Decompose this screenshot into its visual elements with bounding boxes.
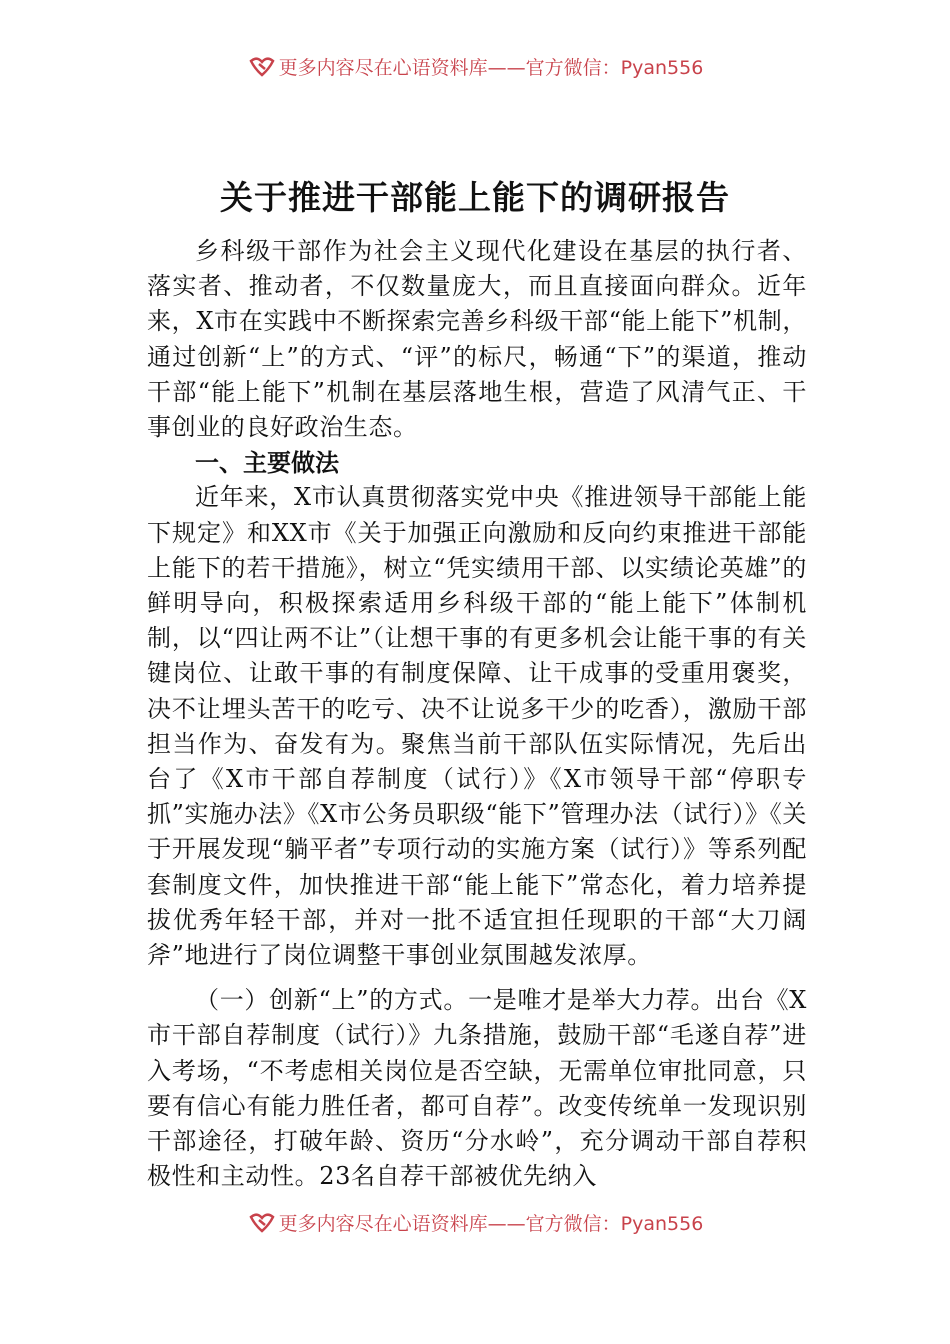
intro-paragraph: 乡科级干部作为社会主义现代化建设在基层的执行者、落实者、推动者，不仅数量庞大，而且直接面向群众。近年来，X市在实践中不断探索完善乡科级干部“能上能下”机制，通过创新“上”的方式、“评”的标尺，畅通“下”的渠道，推动干部“能上能下”机制在基层落地生根，营造了风清气正、干事创业的良好政治生态。 bbox=[147, 237, 807, 442]
subsection-paragraph: （一）创新“上”的方式。一是唯才是举大力荐。出台《X市干部自荐制度（试行）》九条措施，鼓励干部“毛遂自荐”进入考场，“不考虑相关岗位是否空缺，无需单位审批同意，只要有信心有能力胜任者，都可自荐”。改变传统单一发现识别干部途径，打破年龄、资历“分水岭”，充分调动干部自荐积极性和主动性。23名自荐干部被优先纳入 bbox=[147, 986, 807, 1191]
section-heading: 一、主要做法 bbox=[195, 448, 339, 478]
watermark-header bbox=[0, 51, 950, 81]
document-title: 关于推进干部能上能下的调研报告 bbox=[220, 178, 730, 217]
document-body bbox=[147, 234, 807, 1194]
watermark-text: 更多内容尽在心语资料库——官方微信：Pyan556 bbox=[278, 1212, 704, 1235]
watermark-footer bbox=[0, 1207, 950, 1237]
logo-icon bbox=[247, 55, 277, 77]
section-paragraph: 近年来，X市认真贯彻落实党中央《推进领导干部能上能下规定》和XX市《关于加强正向激励和反向约束推进干部能上能下的若干措施》，树立“凭实绩用干部、以实绩论英雄”的鲜明导向，积极探索适用乡科级干部的“能上能下”体制机制，以“四让两不让”（让想干事的有更多机会让能干事的有关键岗位、让敢干事的有制度保障、让干成事的受重用褒奖，决不让埋头苦干的吃亏、决不让说多干少的吃香），激励干部担当作为、奋发有为。聚焦当前干部队伍实际情况，先后出台了《X市干部自荐制度（试行）》《X市领导干部“停职专抓”实施办法》《X市公务员职级“能下”管理办法（试行）》《关于开展发现“躺平者”专项行动的实施方案（试行）》等系列配套制度文件，加快推进干部“能上能下”常态化，着力培养提拔优秀年轻干部，并对一批不适宜担任现职的干部“大刀阔斧”地进行了岗位调整干事创业氛围越发浓厚。 bbox=[147, 483, 807, 970]
watermark-text: 更多内容尽在心语资料库——官方微信：Pyan556 bbox=[278, 56, 704, 79]
logo-icon bbox=[247, 1211, 277, 1233]
